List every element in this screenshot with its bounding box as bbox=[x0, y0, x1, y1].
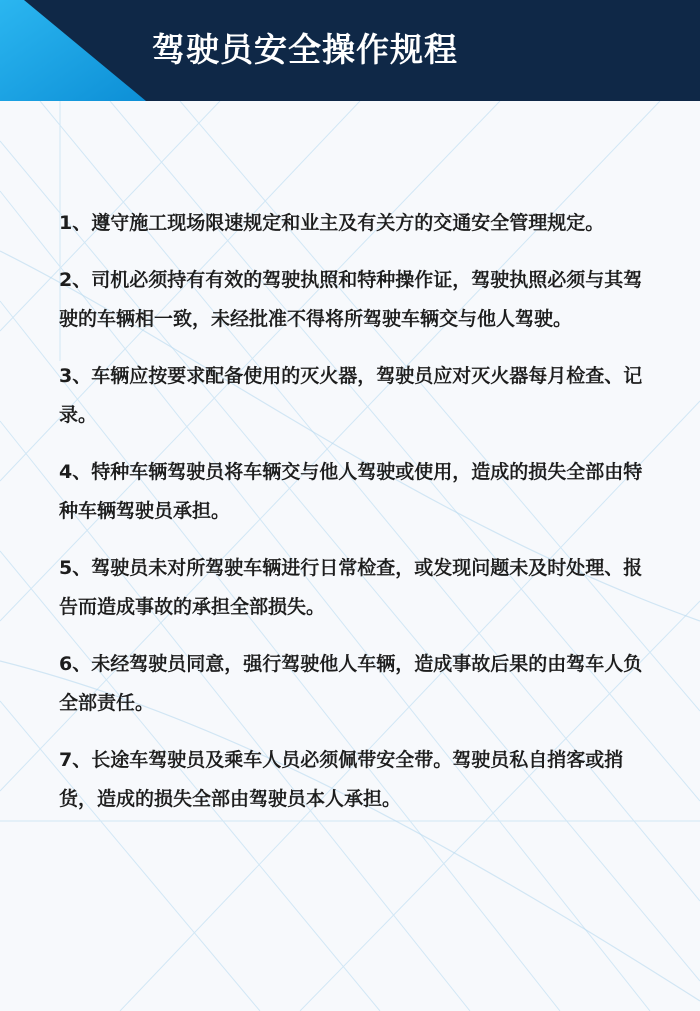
rules-list bbox=[59, 204, 649, 837]
rule-item: 1、遵守施工现场限速规定和业主及有关方的交通安全管理规定。 bbox=[59, 212, 605, 234]
header-accent-triangle bbox=[0, 0, 150, 101]
rule-item: 7、长途车驾驶员及乘车人员必须佩带安全带。驾驶员私自捎客或捎货，造成的损失全部由驾驶员本人承担。 bbox=[59, 749, 624, 810]
rule-item: 5、驾驶员未对所驾驶车辆进行日常检查，或发现问题未及时处理、报告而造成事故的承担全部损失。 bbox=[59, 557, 643, 618]
page-title: 驾驶员安全操作规程 bbox=[152, 30, 458, 69]
rule-item: 2、司机必须持有有效的驾驶执照和特种操作证，驾驶执照必须与其驾驶的车辆相一致，未经批准不得将所驾驶车辆交与他人驾驶。 bbox=[59, 269, 643, 330]
rule-item: 4、特种车辆驾驶员将车辆交与他人驾驶或使用，造成的损失全部由特种车辆驾驶员承担。 bbox=[59, 461, 643, 522]
rule-item: 3、车辆应按要求配备使用的灭火器，驾驶员应对灭火器每月检查、记录。 bbox=[59, 365, 643, 426]
header-bar bbox=[0, 0, 700, 101]
rule-item: 6、未经驾驶员同意，强行驾驶他人车辆，造成事故后果的由驾车人负全部责任。 bbox=[59, 653, 643, 714]
